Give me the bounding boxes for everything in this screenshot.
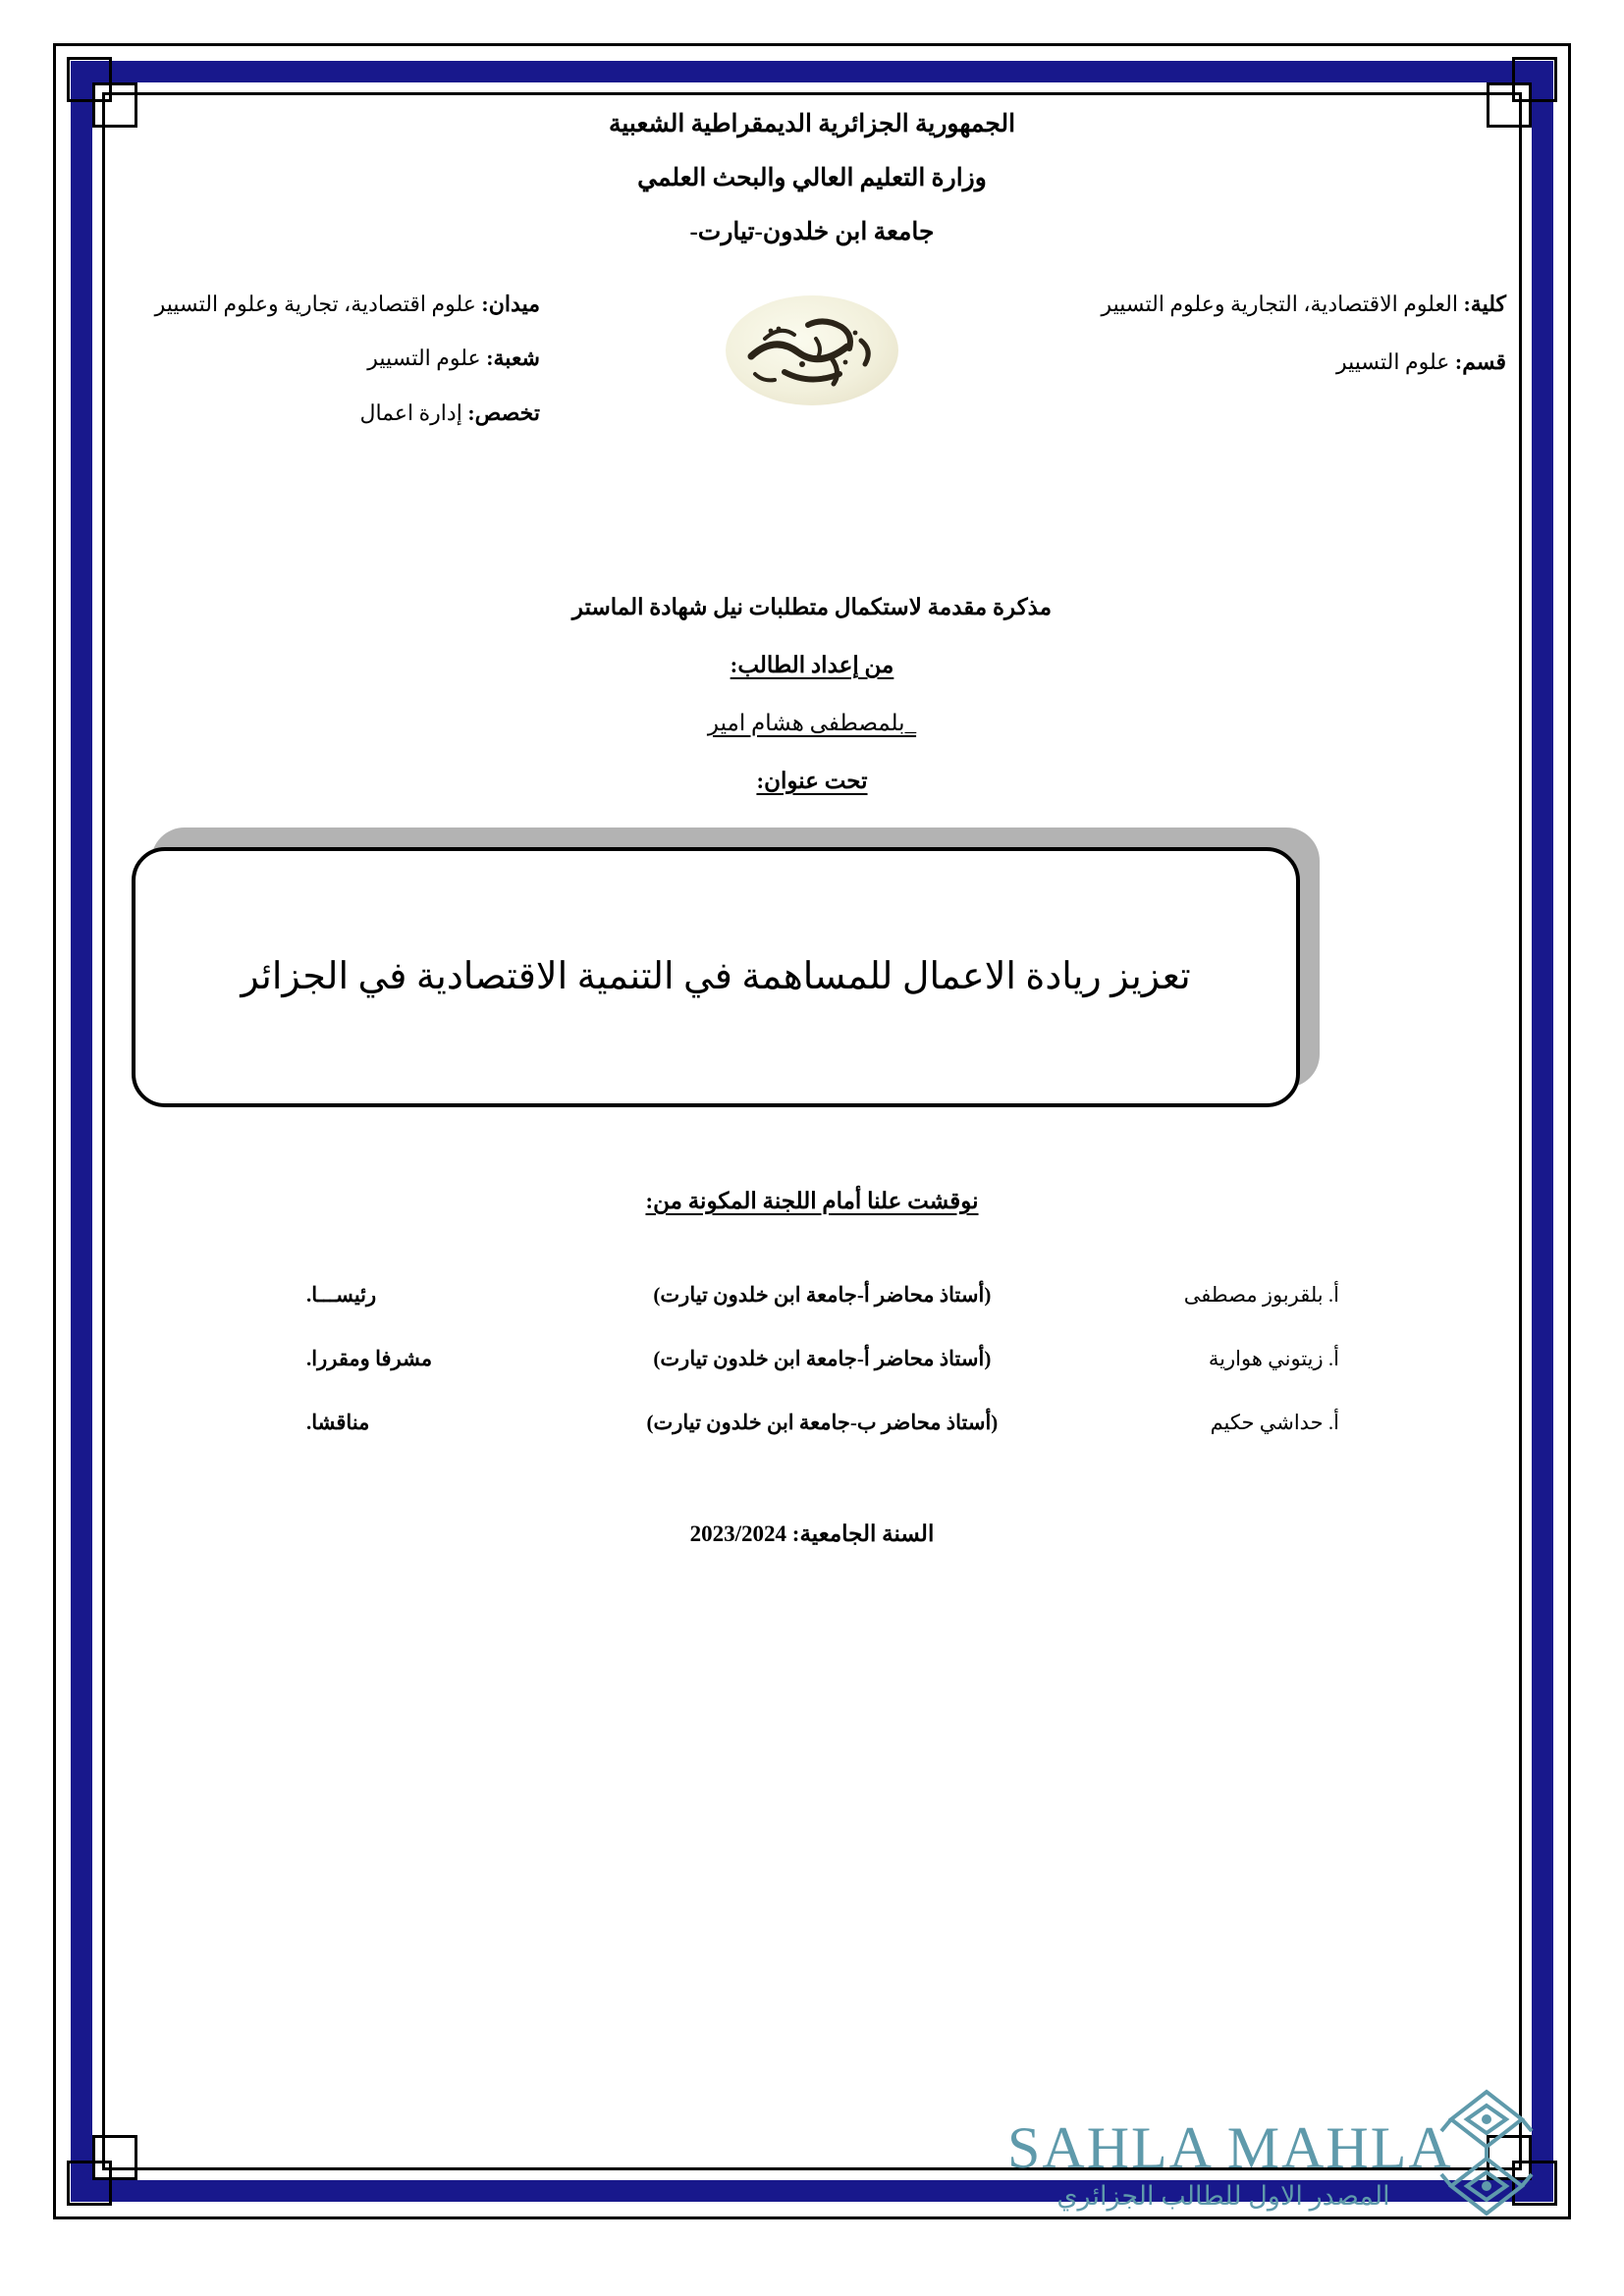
domain-value: علوم اقتصادية، تجارية وعلوم التسيير	[154, 292, 482, 316]
jury-member-rank: (أستاذ محاضر أ-جامعة ابن خلدون تيارت)	[653, 1283, 992, 1307]
corner-ornament-top-left-a	[67, 57, 112, 102]
thesis-title-area	[118, 828, 1506, 1112]
faculty-label: كلية:	[1463, 292, 1506, 316]
corner-ornament-bottom-right-a	[1512, 2161, 1557, 2206]
jury-member-role: مناقشا.	[306, 1411, 370, 1434]
corner-ornament-bottom-left-a	[67, 2161, 112, 2206]
faculty-value: العلوم الاقتصادية، التجارية وعلوم التسيير	[1101, 292, 1464, 316]
faculty-info-row	[118, 292, 1506, 478]
department-field	[1084, 349, 1506, 374]
faculty-column-left	[118, 292, 540, 454]
jury-member-name: أ. بلقربوز مصطفى	[1183, 1283, 1339, 1307]
department-value: علوم التسيير	[1335, 349, 1455, 375]
thesis-title: تعزيز ريادة الاعمال للمساهمة في التنمية الاقتصادية في الجزائر	[241, 955, 1191, 997]
table-row	[267, 1269, 1357, 1333]
student-name: _بلمصطفى هشام امير	[707, 711, 917, 735]
jury-member-rank: (أستاذ محاضر أ-جامعة ابن خلدون تيارت)	[653, 1347, 992, 1370]
jury-table	[267, 1269, 1357, 1461]
academic-year: السنة الجامعية: 2023/2024	[689, 1522, 935, 1546]
prepared-by-label: من إعداد الطالب:	[730, 653, 894, 677]
department-label: قسم:	[1454, 349, 1506, 375]
table-row	[267, 1333, 1357, 1397]
jury-member-name: أ. زيتوني هوارية	[1208, 1347, 1339, 1370]
submission-block	[118, 596, 1506, 792]
speciality-field	[118, 400, 540, 425]
watermark-tagline: المصدر الاول للطالب الجزائري	[1056, 2181, 1390, 2211]
faculty-field	[1084, 292, 1506, 316]
domain-label: ميدان:	[481, 292, 540, 316]
university-logo	[726, 295, 898, 405]
republic-line: الجمهورية الجزائرية الديمقراطية الشعبية	[608, 111, 1016, 137]
thesis-title-box	[132, 847, 1300, 1107]
branch-label: شعبة:	[486, 346, 540, 371]
table-row	[267, 1397, 1357, 1461]
page-content	[118, 108, 1506, 2159]
jury-member-rank: (أستاذ محاضر ب-جامعة ابن خلدون تيارت)	[646, 1411, 999, 1434]
jury-member-role: مشرفا ومقررا.	[306, 1347, 433, 1370]
watermark-brand: SAHLA MAHLA	[1007, 2115, 1453, 2180]
corner-ornament-top-right-a	[1512, 57, 1557, 102]
under-title-label: تحت عنوان:	[756, 769, 868, 793]
speciality-label: تخصص:	[467, 400, 540, 425]
faculty-column-right	[1084, 292, 1506, 408]
jury-member-role: رئيســـا.	[306, 1283, 377, 1307]
speciality-value: إدارة اعمال	[359, 400, 468, 425]
jury-member-name: أ. حداشي حكيم	[1210, 1411, 1339, 1434]
ministry-line: وزارة التعليم العالي والبحث العلمي	[637, 165, 987, 191]
university-line: جامعة ابن خلدون-تيارت-	[689, 219, 935, 245]
branch-field	[118, 346, 540, 370]
university-emblem-icon	[726, 295, 898, 405]
domain-field	[118, 292, 540, 316]
branch-value: علوم التسيير	[367, 346, 487, 371]
submission-statement: مذكرة مقدمة لاستكمال متطلبات نيل شهادة الماستر	[571, 595, 1053, 619]
jury-heading: نوقشت علنا أمام اللجنة المكونة من:	[645, 1189, 979, 1213]
